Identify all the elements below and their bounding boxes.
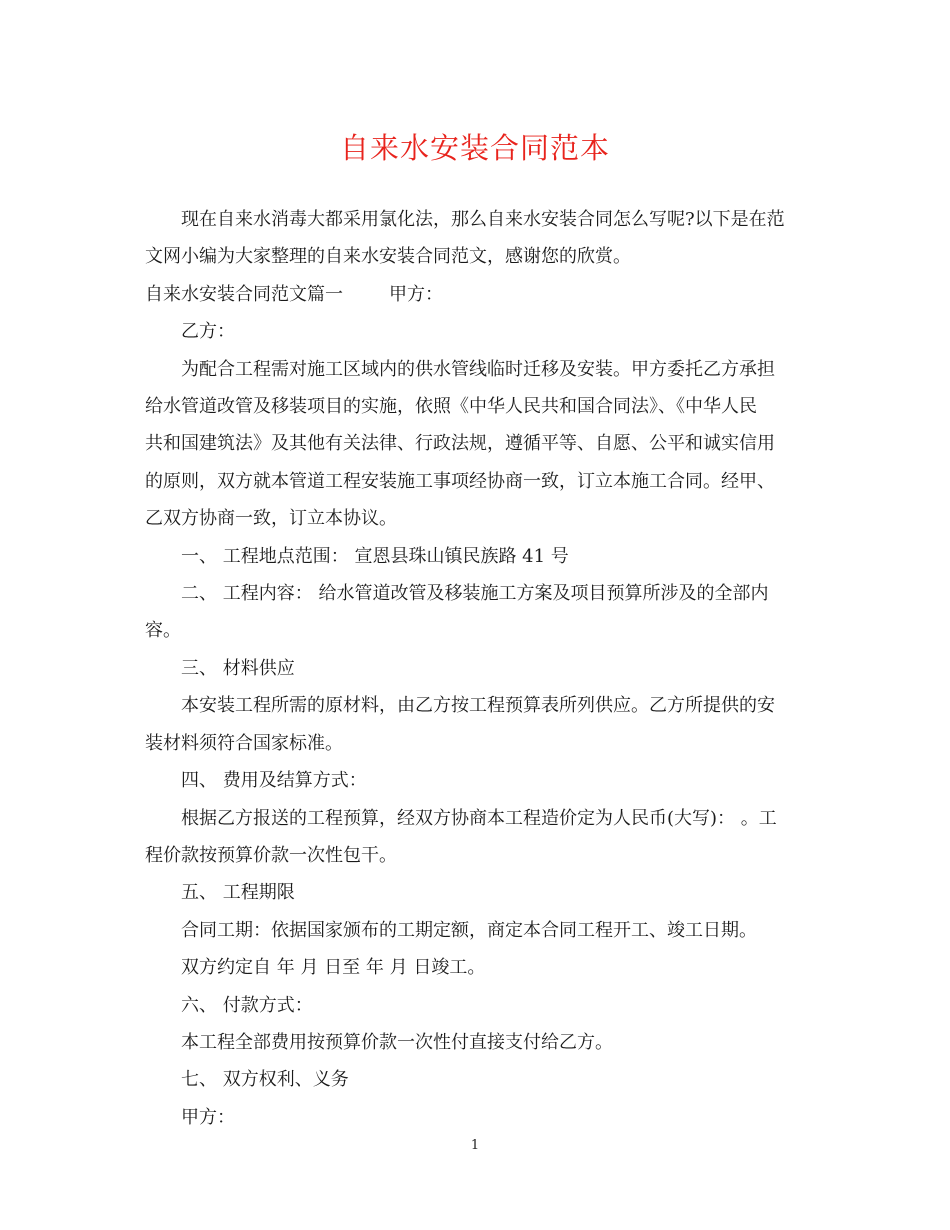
clause-2-content-line-2: 容。 — [145, 620, 181, 642]
clause-4-line-2: 程价款按预算价款一次性包干。 — [145, 844, 397, 866]
party-a-label: 甲方： — [389, 283, 443, 305]
intro-line-2: 文网小编为大家整理的自来水安装合同范文，感谢您的欣赏。 — [145, 246, 631, 268]
clause-5-heading: 五、 工程期限 — [181, 882, 295, 904]
document-title: 自来水安装合同范本 — [339, 131, 610, 165]
contract-heading-line — [145, 276, 810, 313]
page-number: 1 — [470, 1138, 480, 1153]
clause-3-line-1: 本安装工程所需的原材料，由乙方按工程预算表所列供应。乙方所提供的安 — [181, 695, 775, 717]
paragraph-1-line-5: 乙双方协商一致，订立本协议。 — [145, 508, 397, 530]
contract-heading: 自来水安装合同范文篇一 — [145, 283, 343, 305]
paragraph-1-line-3: 共和国建筑法》及其他有关法律、行政法规，遵循平等、自愿、公平和诚实信用 — [145, 433, 775, 455]
clause-7-heading: 七、 双方权利、义务 — [181, 1069, 349, 1091]
paragraph-1-line-4: 的原则，双方就本管道工程安装施工事项经协商一致，订立本施工合同。经甲、 — [145, 470, 775, 492]
clause-3-line-2: 装材料须符合国家标准。 — [145, 732, 343, 754]
clause-6-line-1: 本工程全部费用按预算价款一次性付直接支付给乙方。 — [181, 1031, 613, 1053]
clause-5-line-2: 双方约定自 年 月 日至 年 月 日竣工。 — [181, 957, 486, 979]
clause-4-line-1: 根据乙方报送的工程预算，经双方协商本工程造价定为人民币(大写)： 。工 — [181, 807, 777, 829]
party-b-label: 乙方： — [181, 321, 235, 343]
clause-3-heading: 三、 材料供应 — [181, 657, 295, 679]
paragraph-1-line-1: 为配合工程需对施工区域内的供水管线临时迁移及安装。甲方委托乙方承担 — [181, 358, 775, 380]
paragraph-1-line-2: 给水管道改管及移装项目的实施，依照《中华人民共和国合同法》、《中华人民 — [145, 396, 757, 418]
intro-line-1: 现在自来水消毒大都采用氯化法，那么自来水安装合同怎么写呢?以下是在范 — [181, 209, 785, 230]
clause-4-heading: 四、 费用及结算方式： — [181, 770, 367, 792]
clause-1-location: 一、 工程地点范围： 宣恩县珠山镇民族路 41 号 — [181, 545, 569, 567]
clause-2-content-line-1: 二、 工程内容： 给水管道改管及移装施工方案及项目预算所涉及的全部内 — [181, 583, 769, 605]
clause-7-party-a: 甲方： — [181, 1106, 235, 1128]
clause-5-line-1: 合同工期：依据国家颁布的工期定额，商定本合同工程开工、竣工日期。 — [181, 919, 757, 941]
document-body — [145, 201, 810, 1136]
clause-6-heading: 六、 付款方式： — [181, 994, 313, 1016]
